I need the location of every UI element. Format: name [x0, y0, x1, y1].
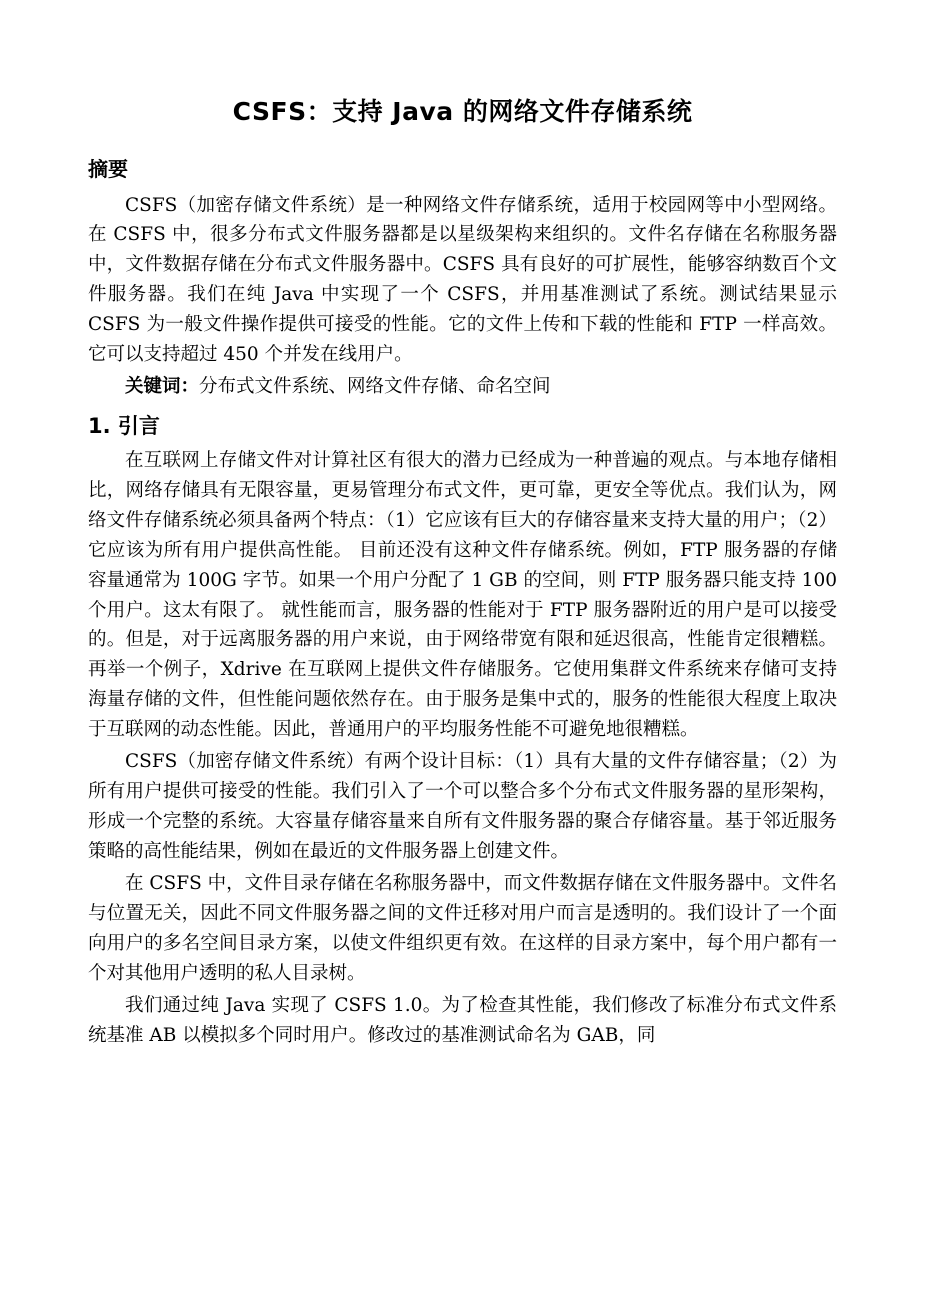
keywords-label: 关键词： [125, 376, 200, 398]
paragraph: 在互联网上存储文件对计算社区有很大的潜力已经成为一种普遍的观点。与本地存储相比，网络存储具有无限容量，更易管理分布式文件，更可靠，更安全等优点。我们认为，网络文件存储系统必须具备两个特点：（1）它应该有巨大的存储容量来支持大量的用户；（2）它应该为所有用户提供高性能。 目前还没有这种文件存储系统。例如，FTP 服务器的存储容量通常为 100G 字节。如果一个用户分配了 1 GB 的空间，则 FTP 服务器只能支持 100 个用户。这太有限了。 就性能而言，服务器的性能对于 FTP 服务器附近的用户是可以接受的。但是，对于远离服务器的用户来说，由于网络带宽有限和延迟很高，性能肯定很糟糕。再举一个例子，Xdrive 在互联网上提供文件存储服务。它使用集群文件系统来存储可支持海量存储的文件，但性能问题依然存在。由于服务是集中式的，服务的性能很大程度上取决于互联网的动态性能。因此，普通用户的平均服务性能不可避免地很糟糕。 [88, 449, 837, 741]
keywords-value: 分布式文件系统、网络文件存储、命名空间 [199, 376, 551, 398]
paragraph: CSFS（加密存储文件系统）有两个设计目标：（1）具有大量的文件存储容量；（2）为所有用户提供可接受的性能。我们引入了一个可以整合多个分布式文件服务器的星形架构，形成一个完整的系统。大容量存储容量来自所有文件服务器的聚合存储容量。基于邻近服务策略的高性能结果，例如在最近的文件服务器上创建文件。 [88, 751, 837, 863]
section-heading-introduction: 1. 引言 [88, 414, 160, 439]
paragraph: 在 CSFS 中，文件目录存储在名称服务器中，而文件数据存储在文件服务器中。文件名与位置无关，因此不同文件服务器之间的文件迁移对用户而言是透明的。我们设计了一个面向用户的多名空间目录方案，以使文件组织更有效。在这样的目录方案中，每个用户都有一个对其他用户透明的私人目录树。 [88, 873, 837, 985]
abstract-paragraph: CSFS（加密存储文件系统）是一种网络文件存储系统，适用于校园网等中小型网络。在 CSFS 中，很多分布式文件服务器都是以星级架构来组织的。文件名存储在名称服务器中，文件数据存储在分布式文件服务器中。CSFS 具有良好的可扩展性，能够容纳数百个文件服务器。我们在纯 Java 中实现了一个 CSFS，并用基准测试了系统。测试结果显示 CSFS 为一般文件操作提供可接受的性能。它的文件上传和下载的性能和 FTP 一样高效。它可以支持超过 450 个并发在线用户。 [88, 194, 837, 366]
paragraph: 我们通过纯 Java 实现了 CSFS 1.0。为了检查其性能，我们修改了标准分布式文件系统基准 AB 以模拟多个同时用户。修改过的基准测试命名为 GAB，同 [88, 995, 837, 1047]
keywords-line [88, 372, 837, 402]
page-title: CSFS：支持 Java 的网络文件存储系统 [232, 97, 693, 126]
abstract-heading: 摘要 [88, 156, 128, 181]
